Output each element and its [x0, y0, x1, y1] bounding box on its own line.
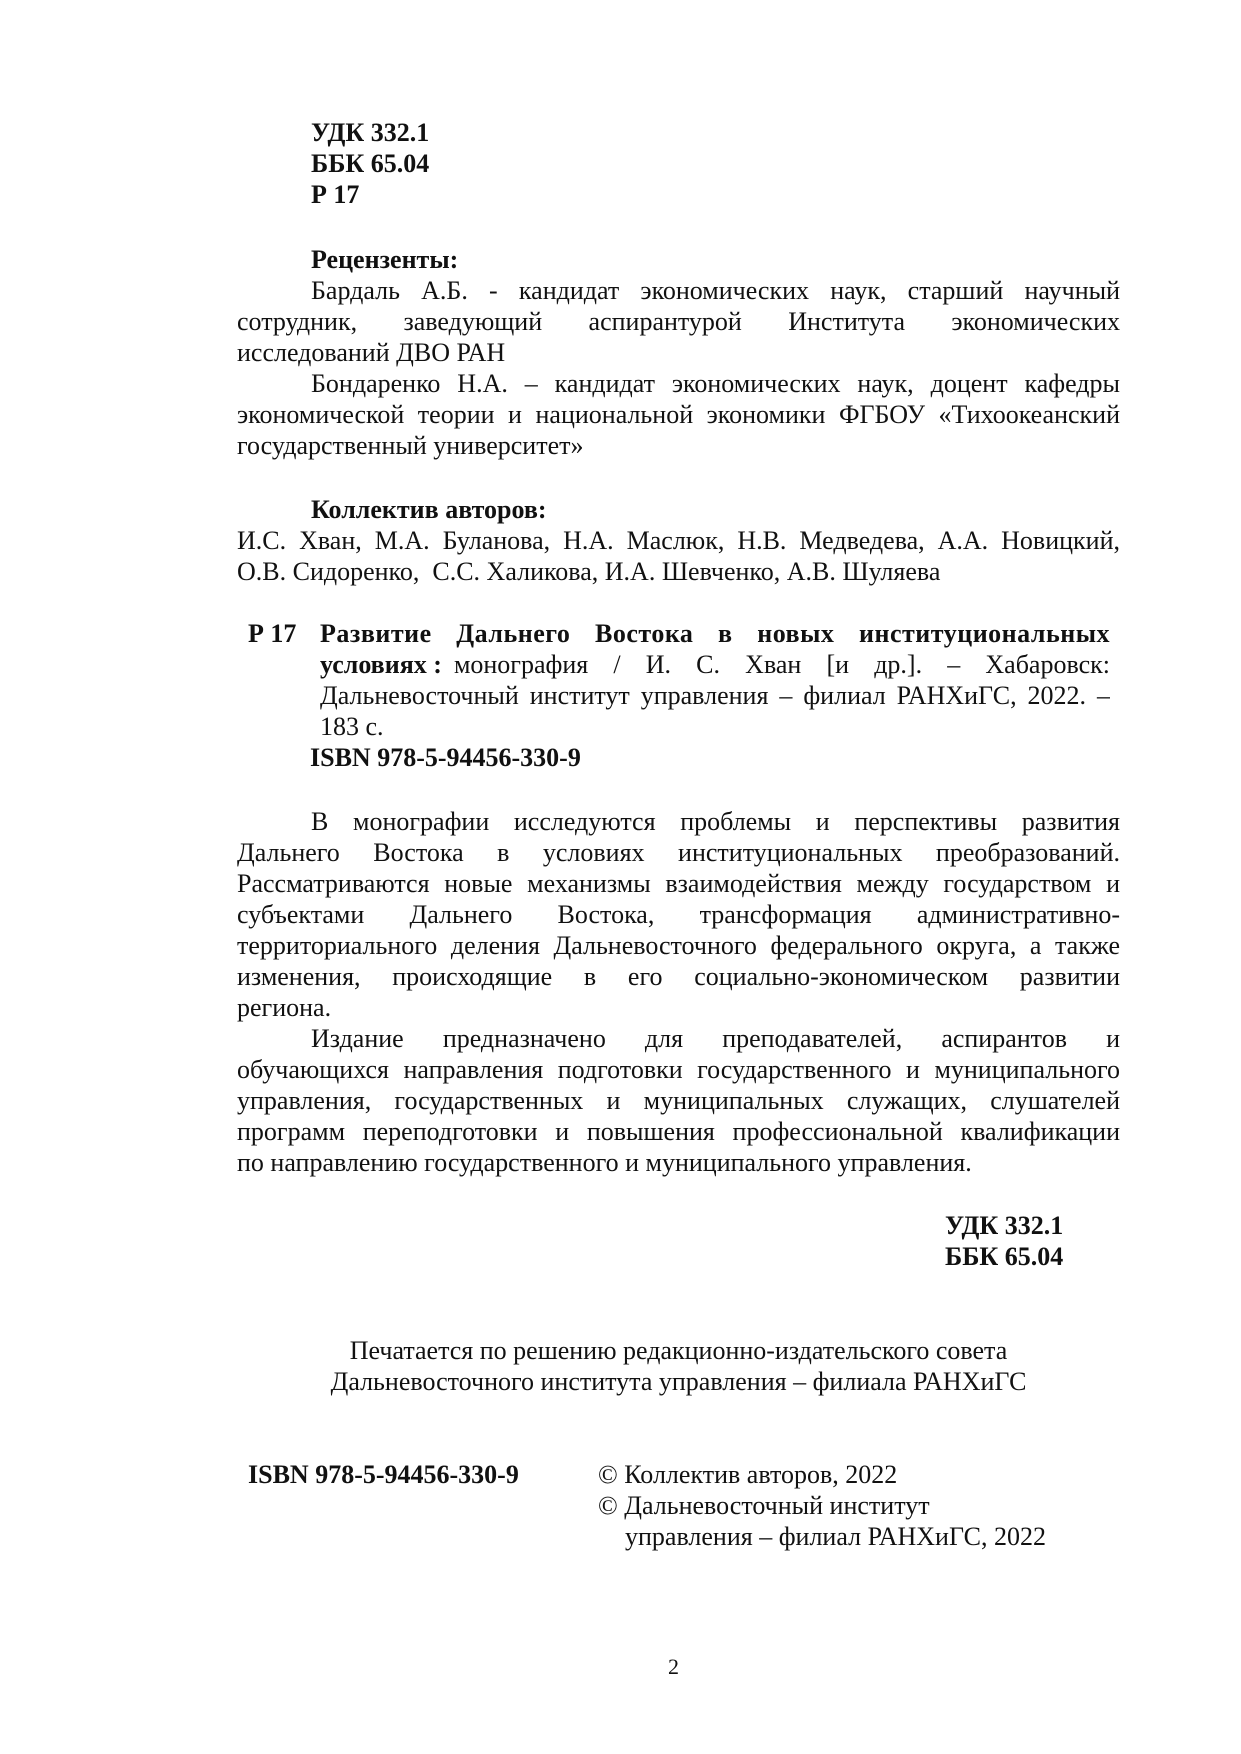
udk-code: УДК 332.1	[945, 1211, 1064, 1240]
reviewer-line: Бардаль А.Б. - кандидат экономических наук, старший научный	[311, 276, 1120, 305]
abstract	[237, 806, 1120, 1178]
abstract-line: управления, государственных и муниципальных служащих, слушателей	[237, 1086, 1120, 1115]
copyright-line: управления – филиал РАНХиГС, 2022	[625, 1522, 1046, 1551]
authors-line: И.С. Хван, М.А. Буланова, Н.А. Маслюк, Н.В. Медведева, А.А. Новицкий,	[237, 526, 1120, 555]
udk-code: УДК 332.1	[311, 118, 430, 147]
authors-line: О.В. Сидоренко, С.С. Халикова, И.А. Шевченко, А.В. Шуляева	[237, 557, 941, 586]
classification-codes-right	[945, 1210, 1063, 1272]
copyright-line: © Коллектив авторов, 2022	[598, 1460, 898, 1489]
authors-heading: Коллектив авторов:	[311, 495, 547, 524]
reviewer-line: Бондаренко Н.А. – кандидат экономических наук, доцент кафедры	[311, 369, 1120, 398]
abstract-line: по направлению государственного и муниципального управления.	[237, 1148, 972, 1177]
abstract-line: Издание предназначено для преподавателей, аспирантов и	[311, 1024, 1120, 1053]
abstract-line: Дальнего Востока в условиях институциональных преобразований.	[237, 838, 1120, 867]
print-note-line: Дальневосточного института управления – филиала РАНХиГС	[330, 1367, 1027, 1396]
authors-section	[237, 494, 1120, 587]
abstract-line: обучающихся направления подготовки государственного и муниципального	[237, 1055, 1120, 1084]
reviewer-line: сотрудник, заведующий аспирантурой Института экономических	[237, 307, 1120, 336]
reviewers-heading: Рецензенты:	[311, 245, 459, 274]
abstract-line: программ переподготовки и повышения профессиональной квалификации	[237, 1117, 1120, 1146]
bbk-code: ББК 65.04	[311, 149, 430, 178]
abstract-line: территориального деления Дальневосточного федерального округа, а также	[237, 931, 1120, 960]
footer-isbn: ISBN 978-5-94456-330-9	[248, 1460, 519, 1489]
reviewer-line: экономической теории и национальной экономики ФГБОУ «Тихоокеанский	[237, 400, 1120, 429]
page-number: 2	[668, 1654, 679, 1679]
abstract-line: изменения, происходящие в его социально-экономическом развитии	[237, 962, 1120, 991]
bib-responsibility: монография / И. С. Хван [и др.]. – Хабаровск:	[453, 650, 1110, 679]
reviewer-line: государственный университет»	[237, 431, 584, 460]
reviewer-line: исследований ДВО РАН	[237, 338, 506, 367]
bib-isbn: ISBN 978-5-94456-330-9	[310, 743, 581, 772]
classification-codes	[311, 117, 429, 210]
abstract-line: В монографии исследуются проблемы и перспективы развития	[311, 807, 1120, 836]
bib-title-line: Развитие Дальнего Востока в новых институциональных	[320, 619, 1110, 648]
copyright-block	[598, 1459, 1046, 1552]
author-mark: Р 17	[311, 180, 360, 209]
bbk-code: ББК 65.04	[945, 1242, 1064, 1271]
abstract-line: региона.	[237, 993, 332, 1022]
abstract-line: Рассматриваются новые механизмы взаимодействия между государством и	[237, 869, 1120, 898]
reviewers-section	[237, 244, 1120, 461]
bibliographic-record	[248, 618, 1110, 773]
print-note-line: Печатается по решению редакционно-издательского совета	[349, 1336, 1008, 1365]
abstract-line: субъектами Дальнего Востока, трансформация административно-	[237, 900, 1120, 929]
copyright-line: © Дальневосточный институт	[598, 1491, 930, 1520]
bib-publisher: Дальневосточный институт управления – филиал РАНХиГС, 2022. –	[320, 681, 1110, 710]
bib-pages: 183 с.	[320, 712, 384, 741]
bib-title-end: условиях :	[320, 650, 442, 679]
print-approval-note	[237, 1335, 1120, 1397]
bib-mark: Р 17	[248, 619, 297, 648]
